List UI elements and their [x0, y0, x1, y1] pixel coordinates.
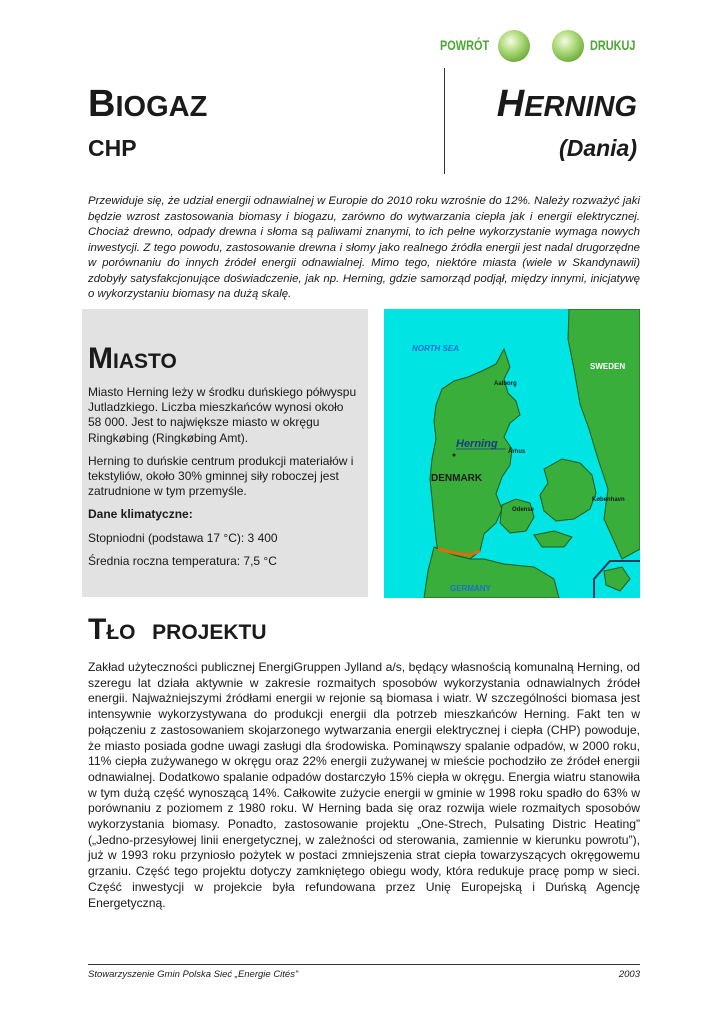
- label-herning: Herning: [456, 438, 498, 450]
- page-title-biogaz: BIOGAZ: [88, 83, 208, 125]
- section-heading-tlo-projektu: TŁO PROJEKTU: [88, 613, 267, 646]
- herning-marker-icon: [453, 454, 456, 457]
- intro-paragraph: Przewiduje się, że udział energii odnawialnej w Europie do 2010 roku wzrośnie do 12%. Należy rozważyć jaki będzie wzrost zastosowania biomasy i biogazu, zarówno do wytwarzania ciepła jak i energii elektrycznej. Chociaż drewno, odpady drewna i słoma są paliwami znanymi, to ich pełne wykorzystanie wymaga nowych inwestycji. Z tego powodu, zastosowanie drewna i słomy jako realnego źródła energii jest nadal drugorzędne w porównaniu do innych źródeł energii odnawialnej. Mimo tego, niektóre miasta (wiele w Skandynawii) zdobyły satysfakcjonujące doświadczenie, jak np. Herning, gdzie samorząd podjął, między innymi, inicjatywę o wykorzystaniu biomasy na dużą skalę.: [88, 195, 640, 300]
- print-link[interactable]: DRUKUJ: [590, 37, 636, 53]
- header-divider: [444, 68, 445, 174]
- climate-title: Dane klimatyczne:: [88, 507, 193, 522]
- footer-organization: Stowarzyszenie Gmin Polska Sieć „Energie Cités”: [88, 969, 299, 980]
- print-ball-icon[interactable]: [552, 30, 584, 62]
- footer-year: 2003: [618, 969, 640, 980]
- page-title-herning: HERNING: [496, 83, 637, 125]
- label-denmark: DENMARK: [431, 473, 483, 484]
- climate-avg-temperature: Średnia roczna temperatura: 7,5 °C: [88, 553, 277, 568]
- page-subtitle-country: (Dania): [559, 135, 637, 161]
- back-ball-icon[interactable]: [498, 30, 530, 62]
- label-germany: GERMANY: [450, 584, 491, 593]
- climate-degree-days: Stopniodni (podstawa 17 °C): 3 400: [88, 530, 278, 545]
- label-arhus: Århus: [508, 449, 526, 455]
- footer-divider: [88, 964, 640, 965]
- denmark-map: [384, 309, 640, 598]
- label-kobenhavn: København: [592, 497, 625, 503]
- project-background-paragraph: Zakład użyteczności publicznej EnergiGruppen Jylland a/s, będący własnością komunalną Herning, od szeregu lat działa aktywnie w zakresie rozmaitych sposobów wykorzystania odnawialnych źródeł energii. Najważniejszymi źródłami energii w rejonie są biomasa i wiatr. W szczególności biomasa jest intensywnie wykorzystywana do produkcji energii dla potrzeb mieszkańców Herning. Fakt ten w połączeniu z zastosowaniem skojarzonego wytwarzania energii elektrycznej i ciepła (CHP) powoduje, że miasto posiada godne uwagi zasługi dla środowiska. Pominąwszy spalanie odpadów, w 2000 roku, 11% ciepła zużywanego w okręgu oraz 22% energii zużywanej w mieście pochodziło ze źródeł energii odnawialnej. Dodatkowo spalanie odpadów dostarczyło 15% ciepła w okręgu. Energia wiatru stanowiła w tym dużą część wynoszącą 14%. Całkowite zużycie energii w gminie w 1998 roku spadło do 63% w porównaniu z poziomem z 1980 roku. W Herning bada się oraz rozwija wiele rozmaitych sposobów wykorzystania biomasy. Ponadto, zastosowanie projektu „One-Strech, Pulsating Distric Heating” („Jedno-przesyłowej linii energetycznej, w zależności od sterowania, zamiennie w kierunku powrotu”), już w 1993 roku przyniosło pożytek w postaci zmniejszenia strat ciepła towarzyszących okręgowemu grzaniu. Część tego projektu dotyczy zamkniętego obiegu wody, która redukuje pracę pomp w sieci. Część inwestycji w projekcie była refundowana przez Unię Europejską i Duńską Agencję Energetyczną.: [88, 660, 640, 910]
- label-sweden: SWEDEN: [590, 362, 626, 371]
- back-link[interactable]: POWRÓT: [440, 37, 490, 53]
- city-info-box: [82, 309, 368, 597]
- city-paragraph-1: Miasto Herning leży w środku duńskiego półwyspu Jutladzkiego. Liczba mieszkańców wynosi około 58 000. Jest to największe miasto w okręgu Ringkøbing (Ringkøbing Amt).: [88, 385, 357, 445]
- page-subtitle-chp: CHP: [88, 135, 137, 161]
- top-navigation: [440, 28, 645, 68]
- section-heading-miasto: MIASTO: [88, 342, 177, 375]
- label-aalborg: Aalborg: [494, 381, 517, 387]
- label-north-sea: NORTH SEA: [412, 344, 459, 353]
- city-paragraph-2: Herning to duńskie centrum produkcji materiałów i tekstyliów, około 30% gminnej siły roboczej jest zatrudnione w tym przemyśle.: [88, 453, 354, 499]
- label-odense: Odense: [512, 507, 535, 513]
